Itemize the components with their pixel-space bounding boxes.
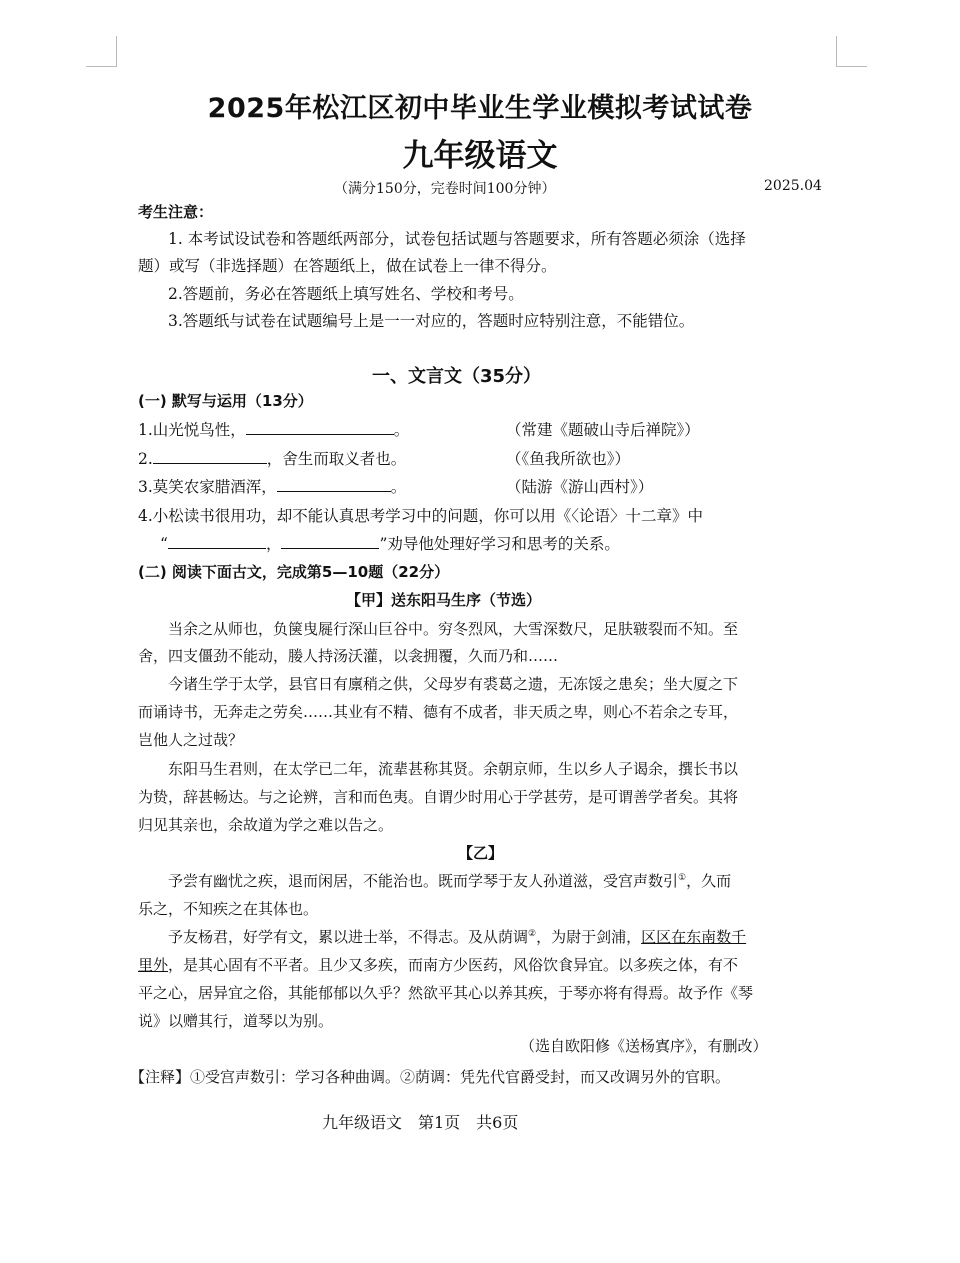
annotations: 【注释】①受宫声数引：学习各种曲调。②荫调：凭先代官爵受封，而又改调另外的官职。 [130,1068,731,1086]
passage-b-text: 予友杨君，好学有文，累以进士举，不得志。及从荫调 [168,928,529,946]
passage-b-text: ，为尉于剑浦， [536,928,642,946]
passage-b-line: 平之心，居异宜之俗，其能郁郁以久乎？然欲平其心以养其疾，于琴亦将有得焉。故予作《琴 [138,984,754,1002]
question-4-cont [160,532,620,554]
passage-b-title: 【乙】 [458,844,504,862]
crop-mark-left [86,36,117,67]
answer-blank [168,534,266,549]
passage-a-line: 今诸生学于太学，县官日有廪稍之供，父母岁有裘葛之遗，无冻馁之患矣；坐大厦之下 [168,675,739,693]
q2-number: 2. [138,450,153,468]
passage-a-line: 当余之从师也，负箧曳屣行深山巨谷中。穷冬烈风，大雪深数尺，足肤皲裂而不知。至 [168,620,739,638]
question-2 [138,447,406,469]
notice-item-1: 1. 本考试设试卷和答题纸两部分，试卷包括试题与答题要求，所有答题必须涂（选择 [168,230,746,248]
passage-b-line [168,870,731,891]
q4-text: ”劝导他处理好学习和思考的关系。 [379,535,620,553]
footnote-mark: ② [528,929,537,939]
part2-title: (二) 阅读下面古文，完成第5—10题（22分） [138,563,450,581]
q3-end: 。 [390,478,407,496]
q1-text: 1.山光悦鸟性， [138,421,246,439]
passage-a-title: 【甲】送东阳马生序（节选） [346,591,542,609]
notice-item-1-cont: 题）或写（非选择题）在答题纸上，做在试卷上一律不得分。 [138,257,557,275]
passage-b-text: ，是其心固有不平者。且少又多疾，而南方少医药，风俗饮食异宜。以多疾之体，有不 [168,956,739,974]
passage-a-line: 归见其亲也，余故道为学之难以告之。 [138,816,394,834]
question-3 [138,475,406,497]
passage-b-line: 乐之，不知疾之在其体也。 [138,900,319,918]
passage-b-line [138,954,738,975]
passage-a-line: 岂他人之过哉？ [138,731,244,749]
underlined-text: 区区在东南数千 [641,928,747,946]
crop-mark-right [836,36,867,67]
section-title: 一、文言文（35分） [372,366,542,387]
underlined-text: 里外 [138,956,169,974]
passage-b-text: ，久而 [686,872,732,890]
q1-source: （常建《题破山寺后禅院》） [506,421,700,439]
question-4: 4.小松读书很用功，却不能认真思考学习中的问题，你可以用《〈论语〉十二章》中 [138,507,704,525]
notice-item-2: 2.答题前，务必在答题纸上填写姓名、学校和考号。 [168,285,524,303]
quote-open: “ [160,535,168,553]
notice-item-3: 3.答题纸与试卷在试题编号上是一一对应的，答题时应特别注意，不能错位。 [168,312,695,330]
answer-blank [277,477,391,492]
part1-title: (一) 默写与运用（13分） [138,392,313,410]
footnote-mark: ① [678,873,687,883]
passage-b-line [168,926,746,947]
passage-b-text: 予尝有幽忧之疾，退而闲居，不能治也。既而学琴于友人孙道滋，受宫声数引 [168,872,679,890]
passage-b-source: （选自欧阳修《送杨寘序》，有删改） [520,1037,768,1055]
notice-heading: 考生注意： [138,203,214,221]
passage-a-line: 舍，四支僵劲不能动，媵人持汤沃灌，以衾拥覆，久而乃和…… [138,647,559,665]
passage-a-line: 东阳马生君则，在太学已二年，流辈甚称其贤。余朝京师，生以乡人子谒余，撰长书以 [168,760,739,778]
q1-end: 。 [393,421,410,439]
passage-b-line: 说》以赠其行，道琴以为别。 [138,1012,334,1030]
exam-subtitle: 九年级语文 [402,138,558,174]
passage-a-line: 为贽，辞甚畅达。与之论辨，言和而色夷。自谓少时用心于学甚劳，是可谓善学者矣。其将 [138,788,739,806]
exam-info: （满分150分，完卷时间100分钟） [334,181,556,197]
q2-source: （《鱼我所欲也》） [506,450,631,468]
answer-blank [246,420,394,435]
q2-text: ，舍生而取义者也。 [266,450,407,468]
q3-text: 3.莫笑农家腊酒浑， [138,478,277,496]
page-footer: 九年级语文 第1页 共6页 [322,1113,519,1132]
question-1 [138,418,409,440]
exam-title: 2025年松江区初中毕业生学业模拟考试试卷 [207,93,753,124]
q3-source: （陆游《游山西村》） [506,478,654,496]
answer-blank [153,449,267,464]
passage-a-line: 而诵诗书，无奔走之劳矣……其业有不精、德有不成者，非天质之卑，则心不若余之专耳， [138,703,739,721]
q4-comma: ， [265,535,282,553]
answer-blank [281,534,379,549]
exam-date: 2025.04 [764,178,822,194]
